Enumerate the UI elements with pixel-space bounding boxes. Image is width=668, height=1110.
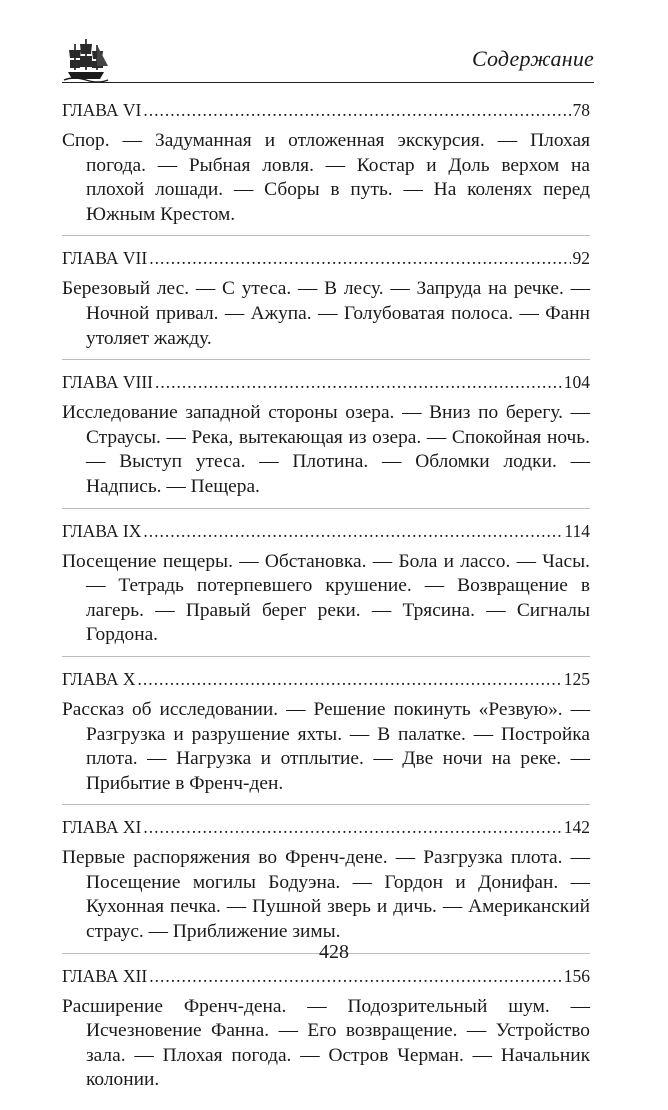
- chapter-page-number: 156: [563, 965, 590, 986]
- page-number: 428: [319, 941, 349, 963]
- dot-leader: [143, 518, 562, 544]
- chapter-summary: Рассказ об исследовании. — Решение покинуть «Резвую». — Разгрузка и разрушение яхты. — В палатке. — Постройка плота. — Нагрузка и отплытие. — Две ночи на реке. — Прибытие в Френч-ден.: [62, 698, 590, 794]
- header-rule: [62, 82, 594, 83]
- chapter-summary: Посещение пещеры. — Обстановка. — Бола и лассо. — Часы. — Тетрадь потерпевшего крушение. — Возвращение в лагерь. — Правый берег реки. — Трясина. — Сигналы Гордона.: [62, 550, 590, 646]
- chapter-line: [62, 369, 590, 395]
- toc-entry: [62, 245, 590, 360]
- chapter-line: [62, 666, 590, 692]
- toc-entry: [62, 369, 590, 508]
- chapter-title: ГЛАВА VIII: [62, 372, 154, 393]
- page-header: [62, 36, 594, 88]
- chapter-title: ГЛАВА X: [62, 668, 136, 689]
- chapter-summary: Первые распоряжения во Френч-дене. — Разгрузка плота. — Посещение могилы Бодуэна. — Гордон и Донифан. — Кухонная печка. — Пушной зверь и дичь. — Американский страус. — Приближение зимы.: [62, 847, 590, 943]
- toc-entry: [62, 814, 590, 953]
- chapter-page-number: 92: [572, 248, 590, 269]
- ship-icon: [62, 36, 110, 84]
- toc-entry: [62, 97, 590, 236]
- dot-leader: [138, 666, 562, 692]
- toc-entry: [62, 963, 590, 1101]
- toc-entry: [62, 666, 590, 805]
- toc-entry: [62, 518, 590, 657]
- chapter-page-number: 125: [563, 668, 590, 689]
- chapter-title: ГЛАВА XII: [62, 965, 148, 986]
- chapter-summary: Спор. — Задуманная и отложенная экскурсия. — Плохая погода. — Рыбная ловля. — Костар и Доль верхом на плохой лошади. — Сборы в путь. — На коленях перед Южным Крестом.: [62, 130, 590, 225]
- chapter-title: ГЛАВА IX: [62, 520, 142, 541]
- chapter-summary: Расширение Френч-дена. — Подозрительный шум. — Исчезновение Фанна. — Его возвращение. — Устройство зала. — Плохая погода. — Остров Черман. — Начальник колонии.: [62, 995, 590, 1091]
- chapter-title: ГЛАВА XI: [62, 817, 142, 838]
- chapter-line: [62, 518, 590, 544]
- chapter-page-number: 104: [563, 372, 590, 393]
- dot-leader: [155, 369, 562, 395]
- running-head: Содержание: [471, 46, 594, 71]
- dot-leader: [149, 245, 570, 271]
- chapter-summary: Березовый лес. — С утеса. — В лесу. — Запруда на речке. — Ночной привал. — Ажупа. — Голубоватая полоса. — Фанн утоляет жажду.: [62, 278, 590, 349]
- chapter-line: [62, 245, 590, 271]
- chapter-page-number: 142: [563, 817, 590, 838]
- chapter-line: [62, 963, 590, 989]
- chapter-page-number: 114: [564, 520, 590, 541]
- dot-leader: [143, 97, 570, 123]
- chapter-title: ГЛАВА VII: [62, 248, 148, 269]
- chapter-title: ГЛАВА VI: [62, 100, 142, 120]
- dot-leader: [143, 814, 561, 840]
- chapter-summary: Исследование западной стороны озера. — Вниз по берегу. — Страусы. — Река, вытекающая из озера. — Спокойная ночь. — Выступ утеса. — Плотина. — Обломки лодки. — Надпись. — Пещера.: [62, 402, 590, 497]
- chapter-line: [62, 97, 590, 123]
- chapter-line: [62, 814, 590, 840]
- chapter-page-number: 78: [572, 100, 590, 120]
- dot-leader: [149, 963, 562, 989]
